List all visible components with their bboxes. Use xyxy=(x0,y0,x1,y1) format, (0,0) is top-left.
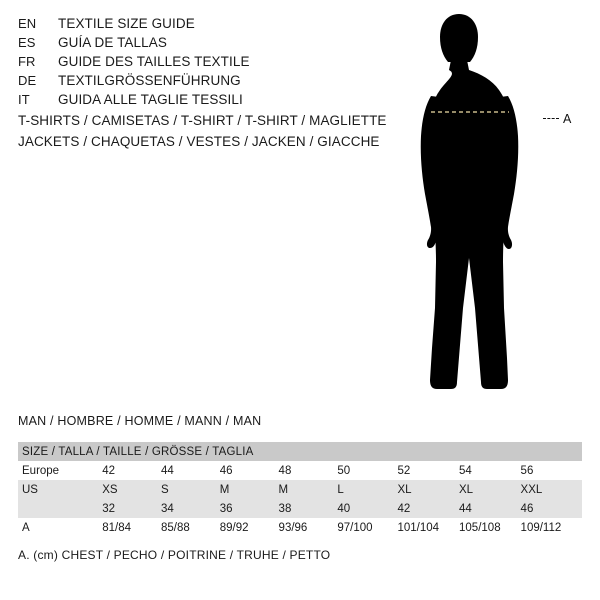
cell: L xyxy=(337,483,344,496)
table-title: MAN / HOMBRE / HOMME / MANN / MAN xyxy=(18,414,262,428)
body-figure xyxy=(395,8,600,408)
cell: 46 xyxy=(520,502,534,515)
table-header-row xyxy=(18,442,582,461)
table-row xyxy=(18,480,582,499)
male-silhouette-icon xyxy=(395,8,600,408)
language-code: ES xyxy=(18,35,36,50)
cell: 40 xyxy=(337,502,351,515)
language-text: TEXTILGRÖSSENFÜHRUNG xyxy=(58,73,241,88)
language-text: TEXTILE SIZE GUIDE xyxy=(58,16,195,31)
language-code: IT xyxy=(18,92,30,107)
cell: M xyxy=(278,483,289,496)
measure-label-a: A xyxy=(563,112,572,126)
cell: 32 xyxy=(102,502,115,515)
cell: 97/100 xyxy=(337,521,373,534)
category-list xyxy=(18,110,418,152)
language-row xyxy=(18,90,398,109)
cell: XS xyxy=(102,483,118,496)
cell: 38 xyxy=(278,502,292,515)
cell: 105/108 xyxy=(459,521,501,534)
cell: 46 xyxy=(219,464,233,477)
cell: 93/96 xyxy=(278,521,308,534)
cell: 109/112 xyxy=(520,521,562,534)
cell: 44 xyxy=(160,464,174,477)
language-text: GUÍA DE TALLAS xyxy=(58,35,167,50)
cell: 42 xyxy=(397,502,411,515)
cell: 101/104 xyxy=(397,521,440,534)
language-row xyxy=(18,71,398,90)
cell: 48 xyxy=(278,464,292,477)
table-row xyxy=(18,461,582,480)
row-label: Europe xyxy=(22,464,60,477)
cell: 34 xyxy=(160,502,174,515)
cell: S xyxy=(160,483,169,496)
cell: 42 xyxy=(102,464,115,477)
language-code: FR xyxy=(18,54,36,69)
measure-leader-line xyxy=(543,118,559,119)
cell: M xyxy=(219,483,230,496)
language-row xyxy=(18,14,398,33)
language-text: GUIDA ALLE TAGLIE TESSILI xyxy=(58,92,243,107)
cell: 85/88 xyxy=(160,521,190,534)
cell: 52 xyxy=(397,464,411,477)
language-code: EN xyxy=(18,16,37,31)
language-list xyxy=(18,14,398,109)
cell: XXL xyxy=(520,483,543,496)
cell: 50 xyxy=(337,464,351,477)
size-table xyxy=(18,442,582,537)
footnote: A. (cm) CHEST / PECHO / POITRINE / TRUHE / PETTO xyxy=(18,548,331,562)
table-row xyxy=(18,499,582,518)
cell: 81/84 xyxy=(102,521,131,534)
cell: 36 xyxy=(219,502,233,515)
row-label: A xyxy=(22,521,30,534)
table-row xyxy=(18,518,582,537)
cell: 44 xyxy=(459,502,472,515)
row-label xyxy=(18,499,102,518)
category-line-tshirts: T-SHIRTS / CAMISETAS / T-SHIRT / T-SHIRT / MAGLIETTE xyxy=(18,113,387,128)
cell: XL xyxy=(397,483,412,496)
row-label: US xyxy=(22,483,38,496)
cell: XL xyxy=(459,483,474,496)
table-header-label: SIZE / TALLA / TAILLE / GRÖSSE / TAGLIA xyxy=(22,445,254,458)
cell: 56 xyxy=(520,464,534,477)
cell: 54 xyxy=(459,464,472,477)
language-code: DE xyxy=(18,73,37,88)
language-text: GUIDE DES TAILLES TEXTILE xyxy=(58,54,250,69)
category-line-jackets: JACKETS / CHAQUETAS / VESTES / JACKEN / GIACCHE xyxy=(18,134,380,149)
cell: 89/92 xyxy=(219,521,249,534)
language-row xyxy=(18,33,398,52)
language-row xyxy=(18,52,398,71)
